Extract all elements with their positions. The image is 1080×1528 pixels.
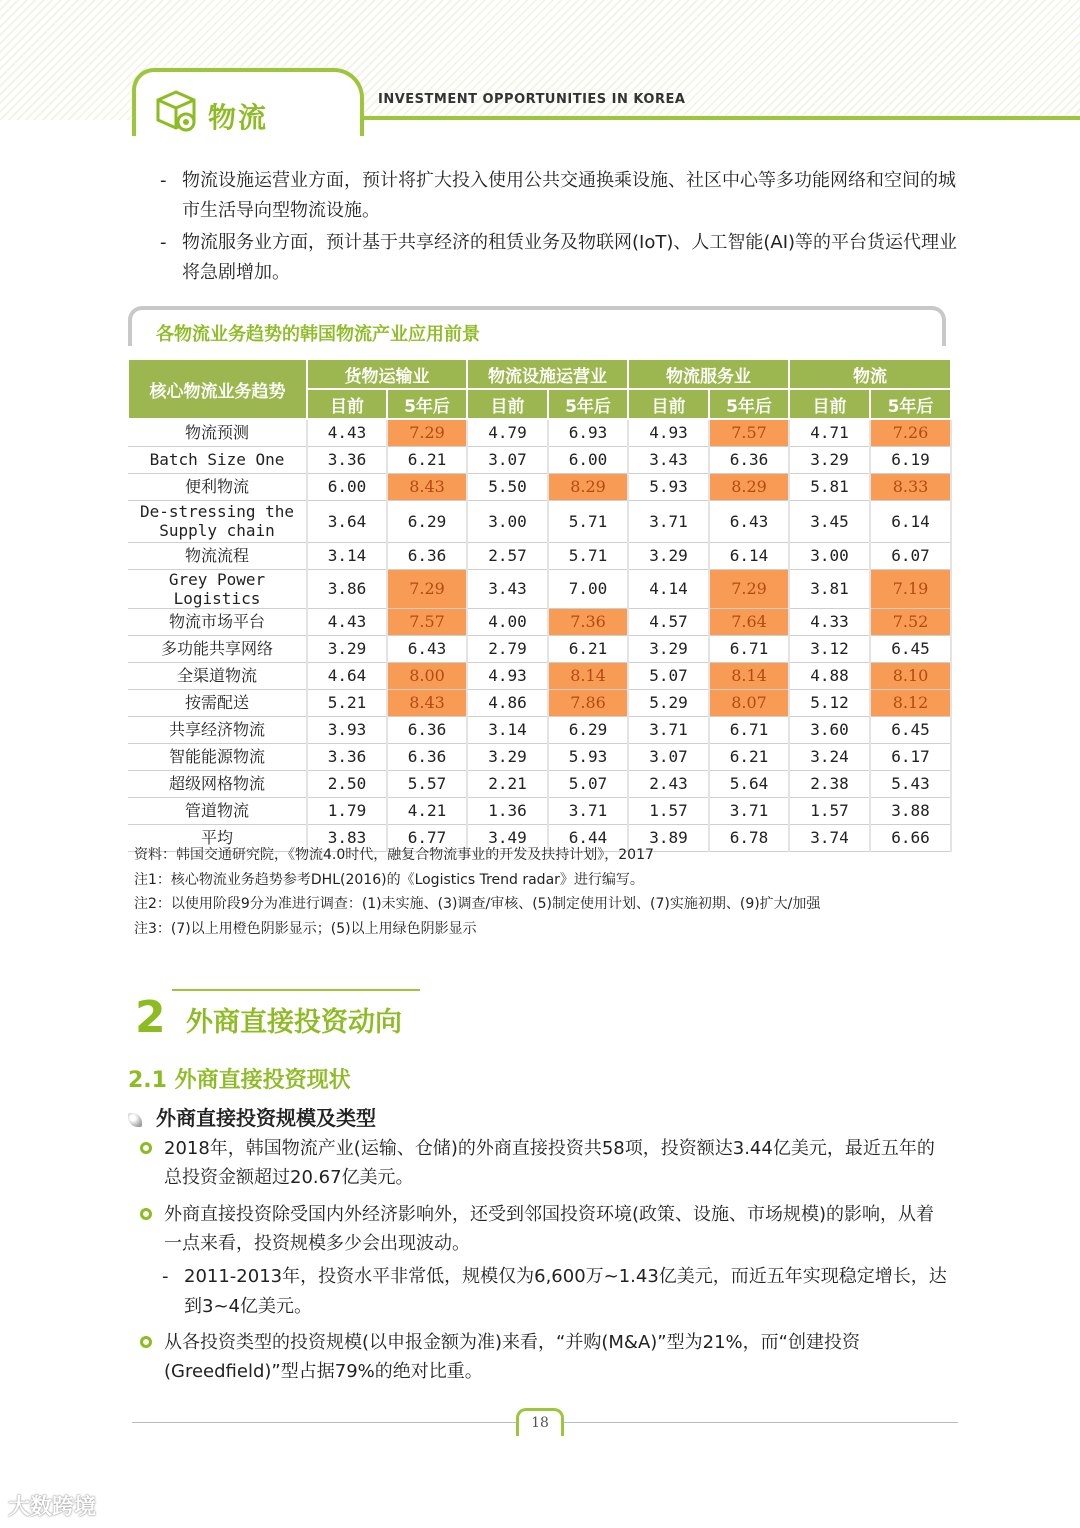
- row-label: 智能能源物流: [128, 743, 307, 770]
- intro-item: - 物流服务业方面，预计基于共享经济的租赁业务及物联网(IoT)、人工智能(AI)等的平台货运代理业将急剧增加。: [160, 232, 958, 283]
- row-label: De-stressing the Supply chain: [128, 500, 307, 542]
- header-rule: [362, 116, 1080, 120]
- sub-item: - 2011-2013年，投资水平非常低，规模仅为6,600万~1.43亿美元，而近五年实现稳定增长，达到3~4亿美元。: [162, 1266, 947, 1317]
- sub-header: 目前: [628, 389, 709, 419]
- value-cell: 3.36: [307, 743, 387, 770]
- bullet-item: 外商直接投资除受国内外经济影响外，还受到邻国投资环境(政策、设施、市场规模)的影响，从着一点来看，投资规模多少会出现波动。: [140, 1200, 952, 1258]
- value-cell: 3.12: [789, 635, 870, 662]
- value-cell: 8.14: [709, 662, 789, 689]
- value-cell: 5.07: [548, 770, 628, 797]
- table-notes: [134, 843, 820, 941]
- table-row: [128, 542, 951, 569]
- chapter-title: 物流: [208, 101, 269, 134]
- leaf-bullet-icon: [128, 1113, 142, 1127]
- row-label: 共享经济物流: [128, 716, 307, 743]
- value-cell: 3.07: [628, 743, 709, 770]
- table-row: [128, 473, 951, 500]
- value-cell: 3.74: [789, 824, 870, 851]
- value-cell: 2.79: [467, 635, 548, 662]
- value-cell: 3.00: [789, 542, 870, 569]
- value-cell: 3.60: [789, 716, 870, 743]
- sub-header: 5年后: [548, 389, 628, 419]
- value-cell: 1.57: [628, 797, 709, 824]
- value-cell: 3.43: [628, 446, 709, 473]
- value-cell: 4.43: [307, 608, 387, 635]
- value-cell: 5.21: [307, 689, 387, 716]
- sub-header: 5年后: [709, 389, 789, 419]
- value-cell: 4.79: [467, 419, 548, 446]
- value-cell: 6.43: [709, 500, 789, 542]
- value-cell: 4.14: [628, 569, 709, 608]
- value-cell: 4.86: [467, 689, 548, 716]
- row-label: 物流预测: [128, 419, 307, 446]
- value-cell: 3.07: [467, 446, 548, 473]
- value-cell: 7.19: [870, 569, 951, 608]
- row-label: 按需配送: [128, 689, 307, 716]
- value-cell: 5.50: [467, 473, 548, 500]
- value-cell: 5.64: [709, 770, 789, 797]
- value-cell: 3.24: [789, 743, 870, 770]
- value-cell: 8.29: [548, 473, 628, 500]
- value-cell: 3.71: [548, 797, 628, 824]
- ring-bullet-icon: [140, 1142, 152, 1154]
- value-cell: 6.71: [709, 716, 789, 743]
- value-cell: 7.29: [387, 569, 467, 608]
- value-cell: 3.29: [628, 635, 709, 662]
- value-cell: 3.49: [467, 824, 548, 851]
- row-label: Grey Power Logistics: [128, 569, 307, 608]
- table-row: [128, 716, 951, 743]
- value-cell: 6.36: [709, 446, 789, 473]
- bullet-item: 从各投资类型的投资规模(以申报金额为准)来看，“并购(M&A)”型为21%，而“创建投资(Greedfield)”型占据79%的绝对比重。: [140, 1328, 952, 1386]
- row-label: 超级网格物流: [128, 770, 307, 797]
- value-cell: 5.29: [628, 689, 709, 716]
- value-cell: 1.57: [789, 797, 870, 824]
- source-note: 资料：韩国交通研究院，《物流4.0时代，融复合物流事业的开发及扶持计划》，2017: [134, 847, 654, 863]
- value-cell: 8.12: [870, 689, 951, 716]
- value-cell: 3.83: [307, 824, 387, 851]
- value-cell: 3.86: [307, 569, 387, 608]
- value-cell: 5.12: [789, 689, 870, 716]
- value-cell: 7.64: [709, 608, 789, 635]
- value-cell: 3.29: [307, 635, 387, 662]
- value-cell: 6.66: [870, 824, 951, 851]
- table-row: [128, 569, 951, 608]
- value-cell: 3.00: [467, 500, 548, 542]
- value-cell: 2.38: [789, 770, 870, 797]
- table-row: [128, 743, 951, 770]
- subsection-title: 2.1 外商直接投资现状: [128, 1068, 351, 1093]
- value-cell: 8.43: [387, 473, 467, 500]
- value-cell: 2.57: [467, 542, 548, 569]
- value-cell: 4.33: [789, 608, 870, 635]
- value-cell: 8.10: [870, 662, 951, 689]
- value-cell: 1.79: [307, 797, 387, 824]
- value-cell: 6.36: [387, 743, 467, 770]
- row-label: 平均: [128, 824, 307, 851]
- value-cell: 7.86: [548, 689, 628, 716]
- value-cell: 3.36: [307, 446, 387, 473]
- value-cell: 5.93: [548, 743, 628, 770]
- value-cell: 7.29: [387, 419, 467, 446]
- topic-heading: 外商直接投资规模及类型: [128, 1102, 376, 1131]
- value-cell: 4.93: [467, 662, 548, 689]
- value-cell: 6.19: [870, 446, 951, 473]
- value-cell: 3.71: [709, 797, 789, 824]
- logistics-box-icon: [152, 86, 200, 134]
- footnote: 注1：核心物流业务趋势参考DHL(2016)的《Logistics Trend radar》进行编写。: [134, 871, 644, 888]
- value-cell: 3.71: [628, 500, 709, 542]
- row-label: 全渠道物流: [128, 662, 307, 689]
- value-cell: 8.00: [387, 662, 467, 689]
- value-cell: 7.00: [548, 569, 628, 608]
- value-cell: 6.00: [548, 446, 628, 473]
- value-cell: 6.14: [870, 500, 951, 542]
- value-cell: 6.29: [387, 500, 467, 542]
- value-cell: 4.57: [628, 608, 709, 635]
- report-subtitle: INVESTMENT OPPORTUNITIES IN KOREA: [378, 92, 686, 107]
- row-label: 多功能共享网络: [128, 635, 307, 662]
- value-cell: 4.21: [387, 797, 467, 824]
- value-cell: 5.81: [789, 473, 870, 500]
- value-cell: 7.52: [870, 608, 951, 635]
- value-cell: 3.89: [628, 824, 709, 851]
- value-cell: 3.93: [307, 716, 387, 743]
- value-cell: 6.21: [709, 743, 789, 770]
- value-cell: 3.14: [307, 542, 387, 569]
- row-label: 管道物流: [128, 797, 307, 824]
- value-cell: 4.43: [307, 419, 387, 446]
- trend-table: [127, 358, 952, 852]
- sub-header: 5年后: [870, 389, 951, 419]
- value-cell: 3.14: [467, 716, 548, 743]
- value-cell: 6.77: [387, 824, 467, 851]
- value-cell: 4.64: [307, 662, 387, 689]
- value-cell: 4.93: [628, 419, 709, 446]
- group-header: 物流服务业: [628, 359, 789, 389]
- section-rule: [172, 989, 420, 991]
- group-header: 物流: [789, 359, 951, 389]
- value-cell: 6.00: [307, 473, 387, 500]
- ring-bullet-icon: [140, 1208, 152, 1220]
- value-cell: 3.29: [467, 743, 548, 770]
- value-cell: 5.43: [870, 770, 951, 797]
- value-cell: 8.33: [870, 473, 951, 500]
- value-cell: 2.21: [467, 770, 548, 797]
- table-row: [128, 500, 951, 542]
- value-cell: 3.88: [870, 797, 951, 824]
- sub-header: 目前: [467, 389, 548, 419]
- value-cell: 3.29: [628, 542, 709, 569]
- group-header: 物流设施运营业: [467, 359, 628, 389]
- page-number: 18: [531, 1415, 549, 1431]
- value-cell: 4.88: [789, 662, 870, 689]
- value-cell: 3.45: [789, 500, 870, 542]
- value-cell: 8.07: [709, 689, 789, 716]
- value-cell: 6.29: [548, 716, 628, 743]
- value-cell: 6.21: [387, 446, 467, 473]
- value-cell: 7.36: [548, 608, 628, 635]
- value-cell: 7.57: [709, 419, 789, 446]
- intro-item: - 物流设施运营业方面，预计将扩大投入使用公共交通换乘设施、社区中心等多功能网络和空间的城市生活导向型物流设施。: [160, 170, 956, 221]
- value-cell: 2.43: [628, 770, 709, 797]
- sub-header: 目前: [307, 389, 387, 419]
- value-cell: 8.14: [548, 662, 628, 689]
- table-row: [128, 608, 951, 635]
- value-cell: 3.43: [467, 569, 548, 608]
- footnote: 注2：以使用阶段9分为准进行调查：(1)未实施、(3)调查/审核、(5)制定使用计划、(7)实施初期、(9)扩大/加强: [134, 896, 821, 912]
- table-row: [128, 797, 951, 824]
- value-cell: 5.07: [628, 662, 709, 689]
- value-cell: 8.43: [387, 689, 467, 716]
- row-label: Batch Size One: [128, 446, 307, 473]
- value-cell: 2.50: [307, 770, 387, 797]
- value-cell: 6.44: [548, 824, 628, 851]
- value-cell: 6.43: [387, 635, 467, 662]
- table-row: [128, 446, 951, 473]
- value-cell: 3.64: [307, 500, 387, 542]
- value-cell: 6.36: [387, 716, 467, 743]
- table-row: [128, 770, 951, 797]
- value-cell: 6.78: [709, 824, 789, 851]
- sub-header: 5年后: [387, 389, 467, 419]
- row-header: 核心物流业务趋势: [128, 359, 307, 419]
- table-row: [128, 635, 951, 662]
- row-label: 物流市场平台: [128, 608, 307, 635]
- value-cell: 5.93: [628, 473, 709, 500]
- section-number: 2: [135, 992, 166, 1043]
- value-cell: 6.45: [870, 716, 951, 743]
- value-cell: 5.57: [387, 770, 467, 797]
- value-cell: 4.71: [789, 419, 870, 446]
- value-cell: 4.00: [467, 608, 548, 635]
- bullet-item: 2018年，韩国物流产业(运输、仓储)的外商直接投资共58项，投资额达3.44亿美元，最近五年的总投资金额超过20.67亿美元。: [140, 1134, 952, 1192]
- value-cell: 6.93: [548, 419, 628, 446]
- value-cell: 1.36: [467, 797, 548, 824]
- value-cell: 3.81: [789, 569, 870, 608]
- value-cell: 6.07: [870, 542, 951, 569]
- row-label: 便利物流: [128, 473, 307, 500]
- value-cell: 7.26: [870, 419, 951, 446]
- group-header: 货物运输业: [307, 359, 467, 389]
- value-cell: 6.14: [709, 542, 789, 569]
- value-cell: 3.29: [789, 446, 870, 473]
- value-cell: 6.17: [870, 743, 951, 770]
- table-row: [128, 689, 951, 716]
- section-title: 外商直接投资动向: [186, 1007, 402, 1038]
- value-cell: 5.71: [548, 542, 628, 569]
- value-cell: 6.71: [709, 635, 789, 662]
- value-cell: 3.71: [628, 716, 709, 743]
- row-label: 物流流程: [128, 542, 307, 569]
- value-cell: 6.45: [870, 635, 951, 662]
- footnote: 注3：(7)以上用橙色阴影显示；(5)以上用绿色阴影显示: [134, 920, 477, 937]
- value-cell: 6.36: [387, 542, 467, 569]
- value-cell: 7.29: [709, 569, 789, 608]
- table-row: [128, 662, 951, 689]
- ring-bullet-icon: [140, 1336, 152, 1348]
- table-body: [128, 419, 951, 851]
- value-cell: 8.29: [709, 473, 789, 500]
- table-row: [128, 419, 951, 446]
- watermark: 大数跨境: [8, 1495, 97, 1520]
- table-title: 各物流业务趋势的韩国物流产业应用前景: [156, 324, 480, 345]
- value-cell: 6.21: [548, 635, 628, 662]
- value-cell: 5.71: [548, 500, 628, 542]
- sub-header: 目前: [789, 389, 870, 419]
- value-cell: 7.57: [387, 608, 467, 635]
